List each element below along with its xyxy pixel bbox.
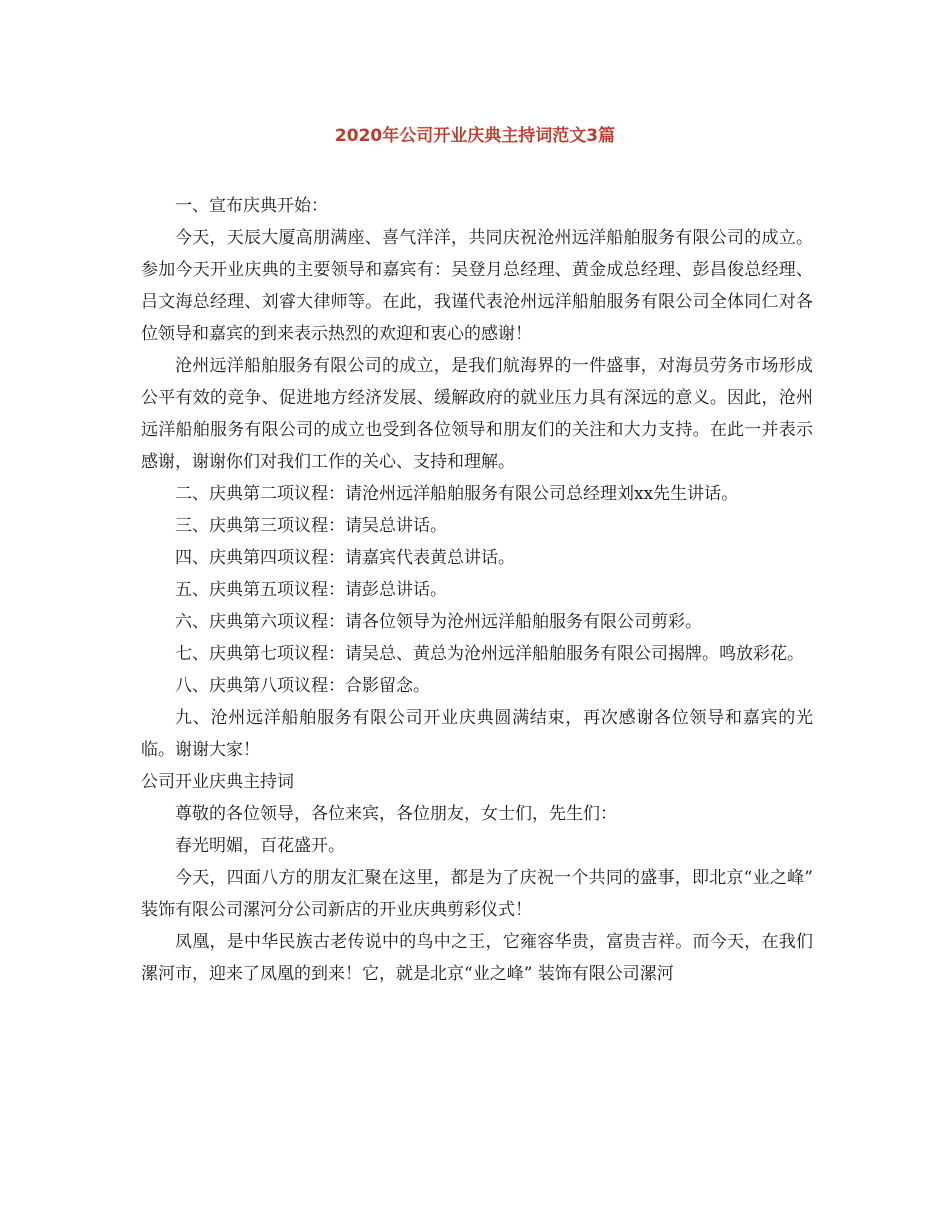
- document-title: 2020年公司开业庆典主持词范文3篇: [334, 126, 616, 146]
- paragraph: 二、庆典第二项议程：请沧州远洋船舶服务有限公司总经理刘xx先生讲话。: [175, 484, 739, 504]
- paragraph: 尊敬的各位领导，各位来宾，各位朋友，女士们，先生们：: [175, 804, 617, 824]
- paragraph: 凤凰，是中华民族古老传说中的鸟中之王，它雍容华贵，富贵吉祥。而今天，在我们漯河市，迎来了凤凰的到来！它，就是北京“业之峰” 装饰有限公司漯河: [141, 932, 813, 984]
- paragraph: 五、庆典第五项议程：请彭总讲话。: [175, 580, 447, 600]
- paragraph: 今天，四面八方的朋友汇聚在这里，都是为了庆祝一个共同的盛事，即北京“业之峰” 装饰有限公司漯河分公司新店的开业庆典剪彩仪式！: [141, 868, 813, 920]
- paragraph: 八、庆典第八项议程：合影留念。: [175, 676, 430, 696]
- paragraph: 一、宣布庆典开始：: [175, 196, 328, 216]
- paragraph: 四、庆典第四项议程：请嘉宾代表黄总讲话。: [175, 548, 515, 568]
- paragraph: 六、庆典第六项议程：请各位领导为沧州远洋船舶服务有限公司剪彩。: [175, 612, 702, 632]
- section-heading: 公司开业庆典主持词: [141, 772, 294, 792]
- paragraph: 春光明媚，百花盛开。: [175, 836, 345, 856]
- paragraph: 七、庆典第七项议程：请吴总、黄总为沧州远洋船舶服务有限公司揭牌。鸣放彩花。: [175, 644, 804, 664]
- paragraph: 今天，天辰大厦高朋满座、喜气洋洋，共同庆祝沧州远洋船舶服务有限公司的成立。参加今天开业庆典的主要领导和嘉宾有：吴登月总经理、黄金成总经理、彭昌俊总经理、吕文海总经理、刘睿大律师等。在此，我谨代表沧州远洋船舶服务有限公司全体同仁对各位领导和嘉宾的到来表示热烈的欢迎和衷心的感谢！: [141, 228, 813, 344]
- paragraph: 九、沧州远洋船舶服务有限公司开业庆典圆满结束，再次感谢各位领导和嘉宾的光临。谢谢大家！: [141, 708, 813, 760]
- paragraph: 沧州远洋船舶服务有限公司的成立，是我们航海界的一件盛事，对海员劳务市场形成公平有效的竞争、促进地方经济发展、缓解政府的就业压力具有深远的意义。因此，沧州远洋船舶服务有限公司的成立也受到各位领导和朋友们的关注和大力支持。在此一并表示感谢，谢谢你们对我们工作的关心、支持和理解。: [141, 356, 813, 472]
- document-body: [141, 190, 813, 990]
- paragraph: 三、庆典第三项议程：请吴总讲话。: [175, 516, 447, 536]
